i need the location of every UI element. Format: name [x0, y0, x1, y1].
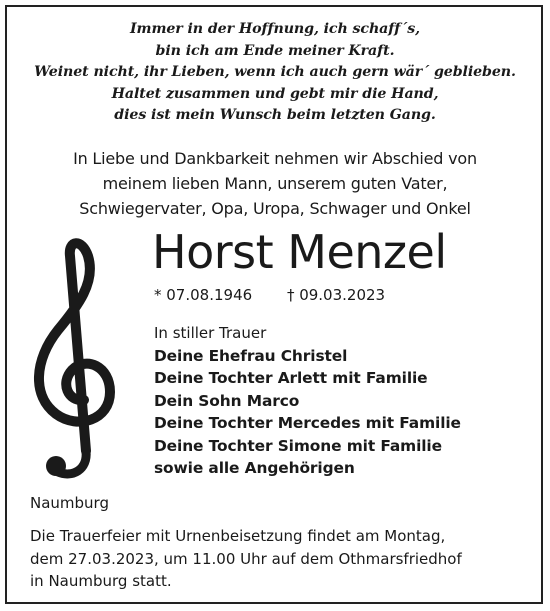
intro-line: meinem lieben Mann, unserem guten Vater, [102, 174, 448, 193]
intro-line: In Liebe und Dankbarkeit nehmen wir Abschied von [73, 149, 477, 168]
death-date: † 09.03.2023 [286, 286, 386, 304]
intro-line: Schwiegervater, Opa, Uropa, Schwager und Onkel [79, 199, 471, 218]
poem-line: Haltet zusammen und gebt mir die Hand, [111, 85, 439, 102]
poem-line: Immer in der Hoffnung, ich schaff´s, [130, 21, 420, 37]
intro-text [0, 146, 550, 221]
treble-clef-icon [24, 236, 124, 486]
poem-line: bin ich am Ende meiner Kraft. [155, 42, 395, 59]
mourner-name: Deine Tochter Arlett mit Familie [154, 369, 428, 387]
mourner-name: Deine Ehefrau Christel [154, 346, 348, 365]
ceremony-notice [30, 525, 462, 593]
poem-line: dies ist mein Wunsch beim letzten Gang. [114, 107, 436, 123]
life-dates [154, 284, 385, 306]
mourner-name: Deine Tochter Simone mit Familie [154, 436, 442, 455]
poem-line: Weinet nicht, ihr Lieben, wenn ich auch gern wär´ geblieben. [34, 64, 516, 80]
deceased-name: Horst Menzel [152, 225, 447, 279]
ceremony-line: in Naumburg statt. [30, 572, 172, 590]
ceremony-line: dem 27.03.2023, um 11.00 Uhr auf dem Othmarsfriedhof [30, 549, 462, 568]
mourner-name: Dein Sohn Marco [154, 391, 300, 410]
place-name: Naumburg [30, 494, 109, 512]
ceremony-line: Die Trauerfeier mit Urnenbeisetzung findet am Montag, [30, 527, 446, 545]
birth-date: * 07.08.1946 [154, 286, 253, 304]
poem [0, 19, 550, 127]
mourner-name: sowie alle Angehörigen [154, 459, 355, 477]
mourner-name: Deine Tochter Mercedes mit Familie [154, 414, 461, 432]
mourners-heading: In stiller Trauer [154, 324, 267, 342]
mourners-list [154, 322, 461, 480]
